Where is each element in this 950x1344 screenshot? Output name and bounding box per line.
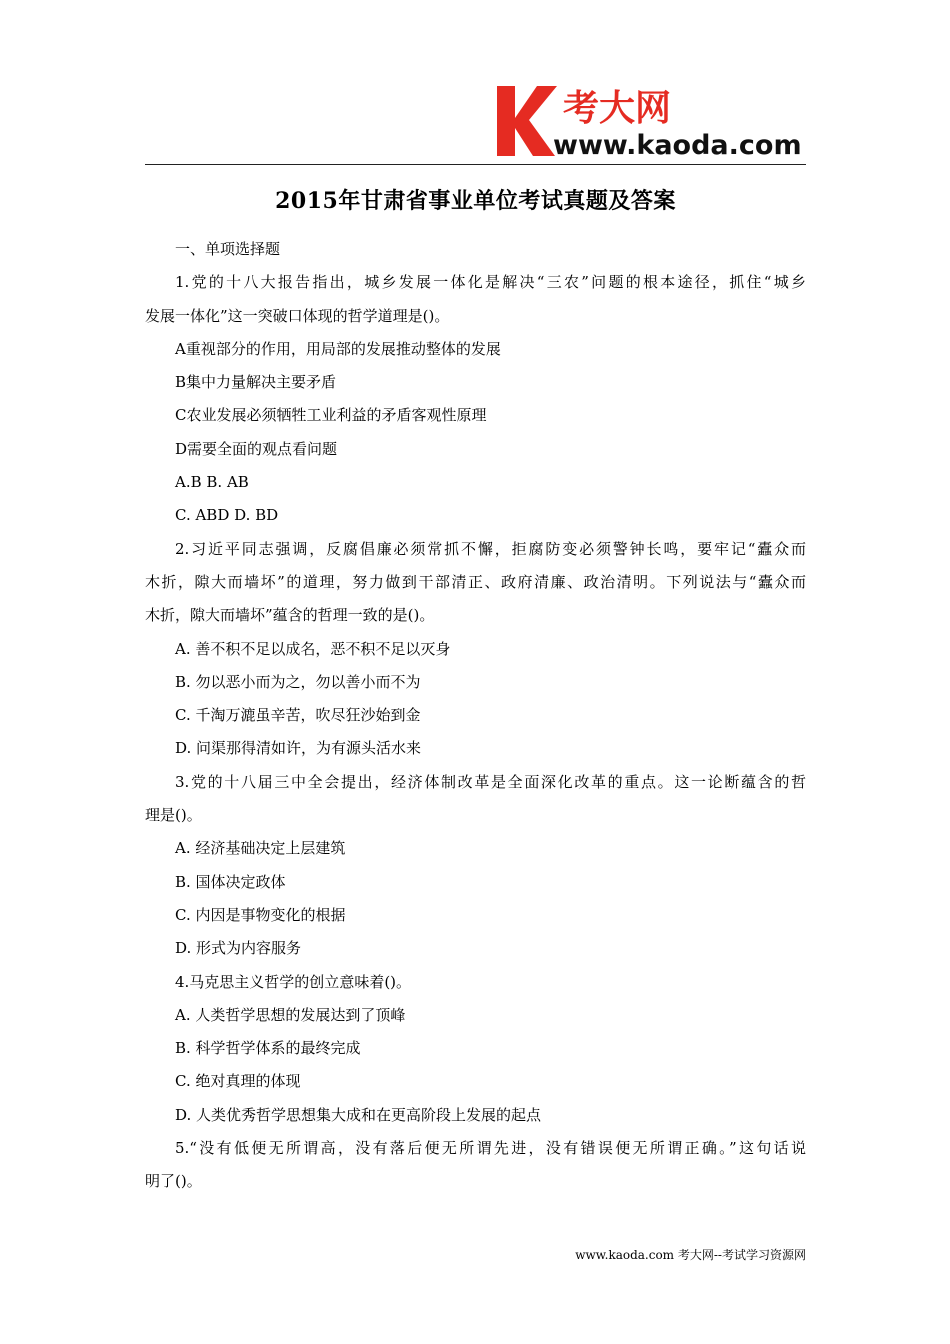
header-divider xyxy=(145,164,806,165)
question-1-stem-cont: 发展一体化”这一突破口体现的哲学道理是()。 xyxy=(145,306,450,325)
question-1-stem: 1.党的十八大报告指出，城乡发展一体化是解决“三农”问题的根本途径，抓住“城乡 xyxy=(175,273,806,292)
document-title: 2015年甘肃省事业单位考试真题及答案 xyxy=(275,188,676,214)
question-1-options-ab: A.B B. AB xyxy=(175,473,249,492)
question-3-option-c: C. 内因是事物变化的根据 xyxy=(175,905,346,924)
question-1-statement-b: B集中力量解决主要矛盾 xyxy=(175,373,337,392)
question-4-option-c: C. 绝对真理的体现 xyxy=(175,1072,301,1091)
question-4-option-d: D. 人类优秀哲学思想集大成和在更高阶段上发展的起点 xyxy=(175,1105,542,1124)
question-4-option-b: B. 科学哲学体系的最终完成 xyxy=(175,1039,361,1058)
question-1-statement-a: A重视部分的作用，用局部的发展推动整体的发展 xyxy=(175,339,501,358)
question-2-option-d: D. 问渠那得清如许，为有源头活水来 xyxy=(175,739,422,758)
section-heading: 一、单项选择题 xyxy=(175,240,281,258)
question-2-option-b: B. 勿以恶小而为之，勿以善小而不为 xyxy=(175,672,421,691)
k-letter-icon xyxy=(497,86,557,156)
question-3-option-a: A. 经济基础决定上层建筑 xyxy=(175,839,346,858)
logo-url: www.kaoda.com xyxy=(553,130,802,160)
logo-text: 考大网 xyxy=(563,88,672,129)
question-3-option-d: D. 形式为内容服务 xyxy=(175,939,302,958)
question-2-option-a: A. 善不积不足以成名，恶不积不足以灭身 xyxy=(175,639,451,658)
question-1-options-cd: C. ABD D. BD xyxy=(175,506,279,525)
question-5-stem-cont: 明了()。 xyxy=(145,1172,202,1191)
page-footer: www.kaoda.com 考大网--考试学习资源网 xyxy=(575,1248,806,1262)
question-2-option-c: C. 千淘万漉虽辛苦，吹尽狂沙始到金 xyxy=(175,706,421,725)
question-2-stem-cont: 木折，隙大而墙坏”的道理，努力做到干部清正、政府清廉、政治清明。下列说法与“蠹众而 xyxy=(145,572,806,591)
question-5-stem: 5.“没有低便无所谓高，没有落后便无所谓先进，没有错误便无所谓正确。”这句话说 xyxy=(175,1139,806,1158)
question-3-stem-cont: 理是()。 xyxy=(145,806,202,825)
question-3-option-b: B. 国体决定政体 xyxy=(175,872,286,891)
question-1-statement-c: C农业发展必须牺牲工业利益的矛盾客观性原理 xyxy=(175,406,487,425)
question-1-statement-d: D需要全面的观点看问题 xyxy=(175,439,338,458)
question-3-stem: 3.党的十八届三中全会提出，经济体制改革是全面深化改革的重点。这一论断蕴含的哲 xyxy=(175,772,806,791)
kaoda-logo xyxy=(493,82,813,160)
question-4-option-a: A. 人类哲学思想的发展达到了顶峰 xyxy=(175,1005,406,1024)
question-2-stem: 2.习近平同志强调，反腐倡廉必须常抓不懈，拒腐防变必须警钟长鸣，要牢记“蠹众而 xyxy=(175,539,806,558)
question-4-stem: 4.马克思主义哲学的创立意味着()。 xyxy=(175,972,412,991)
document-body xyxy=(145,233,806,1199)
question-2-stem-end: 木折，隙大而墙坏”蕴含的哲理一致的是()。 xyxy=(145,606,435,625)
